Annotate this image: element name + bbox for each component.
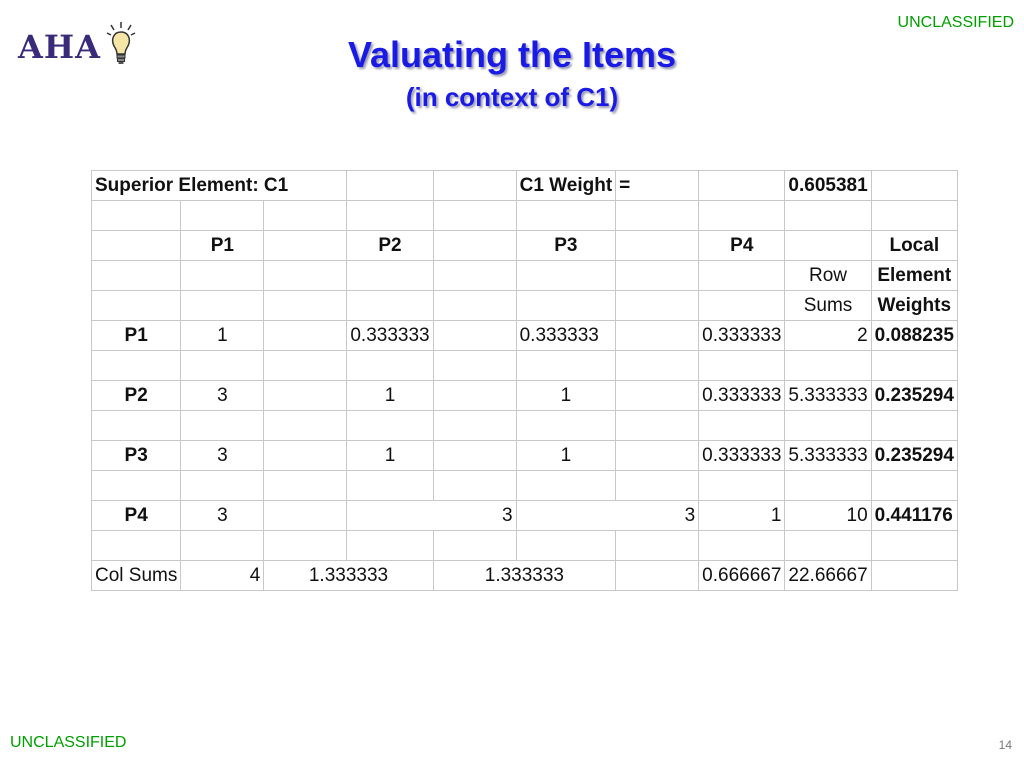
row-label: P2 [92, 381, 181, 411]
page-subtitle: (in context of C1) [405, 82, 619, 112]
cell-value: 0.333333 [699, 441, 785, 471]
col-sum: 4 [181, 561, 264, 591]
cell-value: 0.333333 [516, 321, 616, 351]
local-weight: 0.235294 [871, 381, 957, 411]
classification-label-top: UNCLASSIFIED [897, 14, 1014, 31]
row-sum: 5.333333 [785, 441, 871, 471]
classification-label-bottom: UNCLASSIFIED [10, 734, 127, 751]
row-sum: 2 [785, 321, 871, 351]
logo-text: AHA [18, 28, 101, 66]
cell-value: 3 [516, 501, 699, 531]
local-header-2: Element [871, 261, 957, 291]
row-sums-header-2: Sums [785, 291, 871, 321]
col-header-p2: P2 [347, 231, 433, 261]
cell-value: 1 [347, 381, 433, 411]
cell-value: 3 [181, 441, 264, 471]
row-label: P3 [92, 441, 181, 471]
row-sums-header-1: Row [785, 261, 871, 291]
col-header-p3: P3 [516, 231, 616, 261]
weight-value: 0.605381 [785, 171, 871, 201]
local-weight: 0.235294 [871, 441, 957, 471]
col-sum: 1.333333 [433, 561, 616, 591]
cell-value: 3 [347, 501, 516, 531]
cell-value: 0.333333 [699, 321, 785, 351]
row-sum: 10 [785, 501, 871, 531]
cell-value: 1 [516, 381, 616, 411]
weight-label: C1 Weight [516, 171, 616, 201]
page-title: Valuating the Items [347, 34, 677, 75]
row-label: P1 [92, 321, 181, 351]
table-row [92, 321, 958, 351]
table-row [92, 441, 958, 471]
cell-value: 1 [699, 501, 785, 531]
cell-value: 3 [181, 381, 264, 411]
col-sum: 1.333333 [264, 561, 433, 591]
cell-value: 0.333333 [699, 381, 785, 411]
superior-element-label: Superior Element: C1 [92, 171, 347, 201]
column-header-row [92, 231, 958, 261]
col-sums-row [92, 561, 958, 591]
row-sum: 5.333333 [785, 381, 871, 411]
page-number: 14 [998, 738, 1012, 752]
cell-value: 3 [181, 501, 264, 531]
table-row [92, 381, 958, 411]
local-weight: 0.088235 [871, 321, 957, 351]
col-sums-total: 22.66667 [785, 561, 871, 591]
cell-value: 1 [516, 441, 616, 471]
pairwise-comparison-table [91, 170, 958, 591]
weight-equals: = [616, 171, 699, 201]
cell-value: 1 [347, 441, 433, 471]
local-header-3: Weights [871, 291, 957, 321]
row-label: P4 [92, 501, 181, 531]
col-sums-label: Col Sums [92, 561, 181, 591]
local-weight: 0.441176 [871, 501, 957, 531]
cell-value: 0.333333 [347, 321, 433, 351]
local-header-1: Local [871, 231, 957, 261]
col-header-p1: P1 [181, 231, 264, 261]
col-sum: 0.666667 [699, 561, 785, 591]
cell-value: 1 [181, 321, 264, 351]
table-row [92, 501, 958, 531]
col-header-p4: P4 [699, 231, 785, 261]
